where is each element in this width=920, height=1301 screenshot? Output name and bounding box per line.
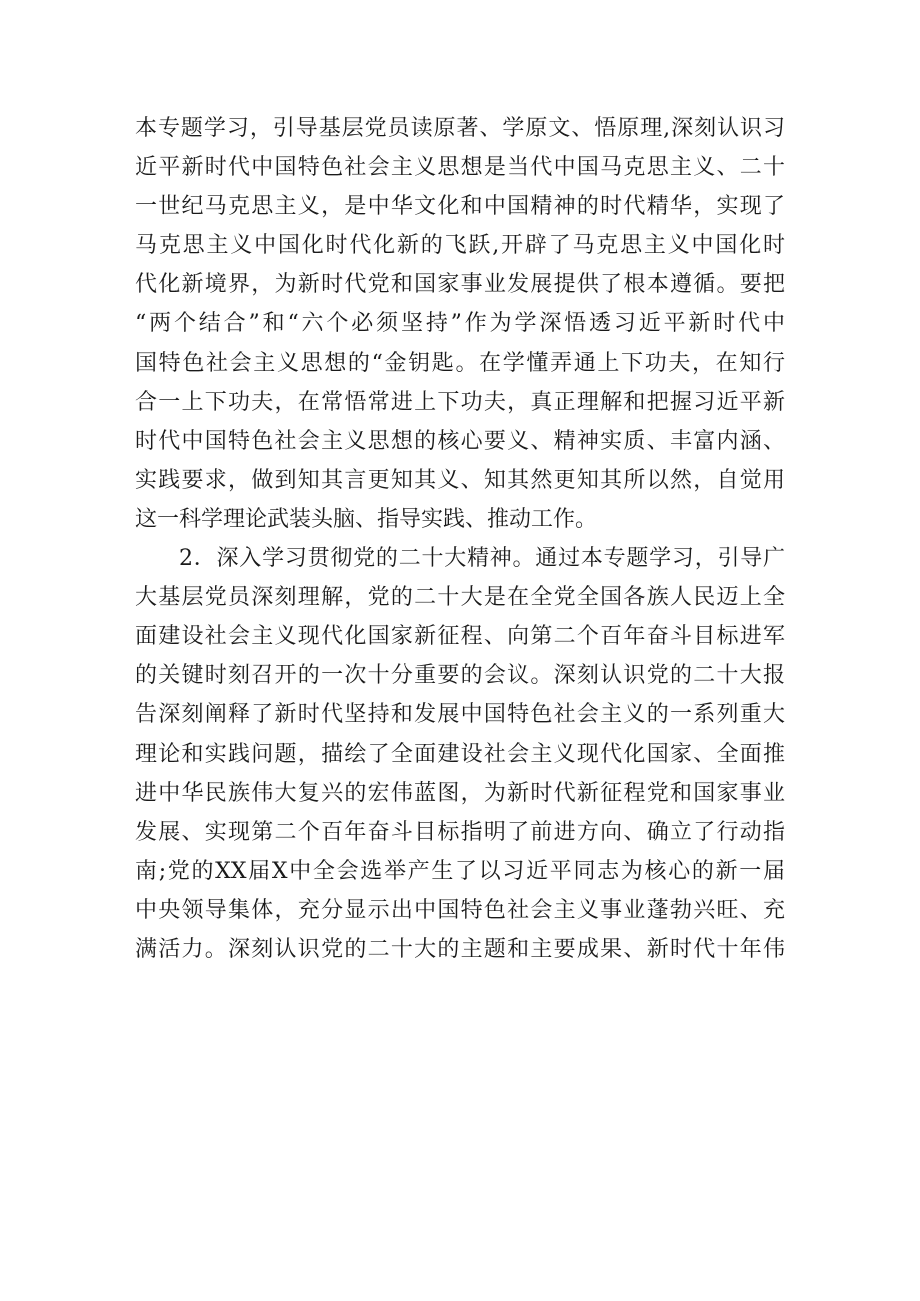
- paragraph-1-line: 国特色社会主义思想的“金钥匙。在学懂弄通上下功夫，在知行: [135, 350, 785, 376]
- paragraph-2-line: 中央领导集体，充分显示出中国特色社会主义事业蓬勃兴旺、充: [135, 897, 785, 923]
- paragraph-2-line: 告深刻阐释了新时代坚持和发展中国特色社会主义的一系列重大: [135, 702, 785, 728]
- paragraph-2-line: 大基层党员深刻理解，党的二十大是在全党全国各族人民迈上全: [135, 585, 785, 611]
- paragraph-2-line: 满活力。深刻认识党的二十大的主题和主要成果、新时代十年伟: [135, 936, 785, 962]
- paragraph-2-line: 南;党的XX届X中全会选举产生了以习近平同志为核心的新一届: [135, 858, 785, 884]
- paragraph-2-line: 发展、实现第二个百年奋斗目标指明了前进方向、确立了行动指: [135, 819, 785, 845]
- paragraph-1-line: 一世纪马克思主义，是中华文化和中国精神的时代精华，实现了: [135, 194, 785, 220]
- paragraph-1-line: “两个结合”和“六个必须坚持”作为学深悟透习近平新时代中: [135, 311, 785, 337]
- paragraph-2: [135, 539, 785, 969]
- paragraph-2-line: 进中华民族伟大复兴的宏伟蓝图，为新时代新征程党和国家事业: [135, 780, 785, 806]
- paragraph-1: [135, 109, 785, 539]
- paragraph-2-line: 理论和实践问题，描绘了全面建设社会主义现代化国家、全面推: [135, 741, 785, 767]
- paragraph-1-line: 近平新时代中国特色社会主义思想是当代中国马克思主义、二十: [135, 155, 785, 181]
- paragraph-1-line: 实践要求，做到知其言更知其义、知其然更知其所以然，自觉用: [135, 467, 785, 493]
- paragraph-1-line: 代化新境界，为新时代党和国家事业发展提供了根本遵循。要把: [135, 272, 785, 298]
- paragraph-1-line: 这一科学理论武装头脑、指导实践、推动工作。: [135, 506, 598, 532]
- paragraph-1-line: 马克思主义中国化时代化新的飞跃,开辟了马克思主义中国化时: [135, 233, 785, 259]
- paragraph-2-line: 2．深入学习贯彻党的二十大精神。通过本专题学习，引导广: [179, 546, 785, 572]
- paragraph-2-line: 面建设社会主义现代化国家新征程、向第二个百年奋斗目标进军: [135, 624, 785, 650]
- document-body: [135, 109, 785, 969]
- paragraph-1-line: 本专题学习，引导基层党员读原著、学原文、悟原理,深刻认识习: [135, 116, 785, 141]
- paragraph-1-line: 合一上下功夫，在常悟常进上下功夫，真正理解和把握习近平新: [135, 389, 785, 415]
- paragraph-2-line: 的关键时刻召开的一次十分重要的会议。深刻认识党的二十大报: [135, 663, 785, 689]
- paragraph-1-line: 时代中国特色社会主义思想的核心要义、精神实质、丰富内涵、: [135, 428, 785, 454]
